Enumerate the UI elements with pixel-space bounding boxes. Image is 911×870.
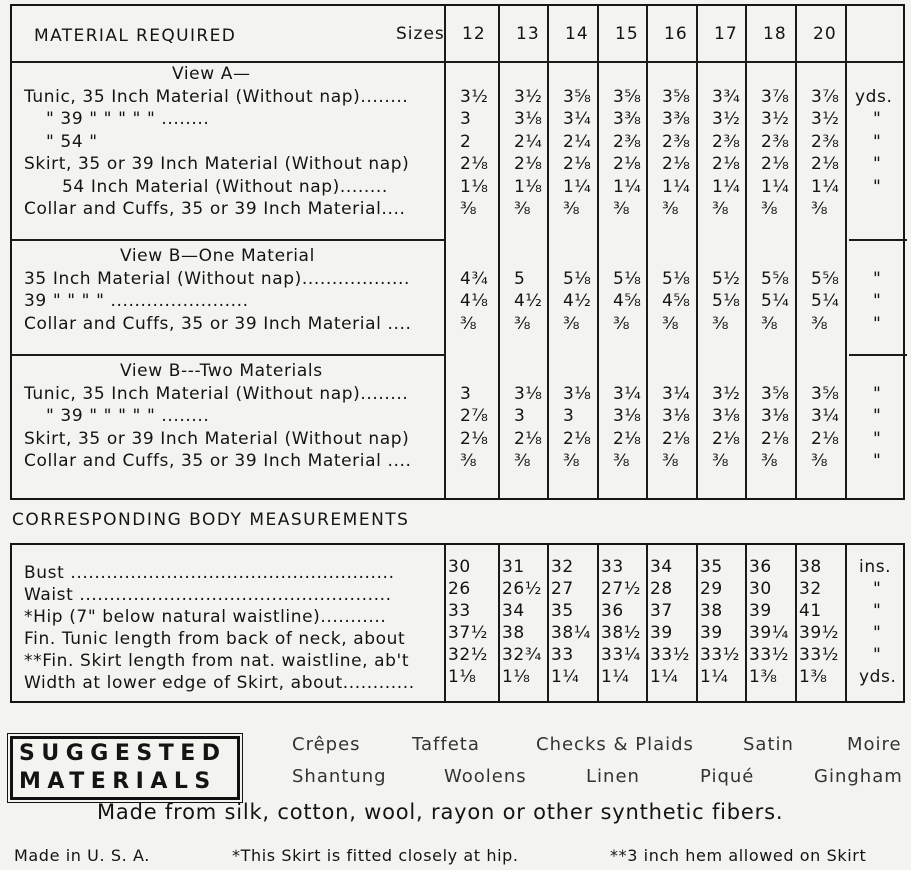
measurement-row-label: *Hip (7" below natural waistline)........... xyxy=(24,607,387,627)
yardage-value: 1¼ xyxy=(563,176,592,197)
yardage-value: 3 xyxy=(514,406,526,426)
unit-label: " xyxy=(873,109,882,129)
yardage-value: ⅜ xyxy=(662,451,680,471)
unit-label: ins. xyxy=(859,557,892,577)
yardage-value: 4½ xyxy=(563,291,592,311)
measurement-value: 1¼ xyxy=(650,667,679,687)
yardage-value: ⅜ xyxy=(761,199,779,219)
material-row-label: Collar and Cuffs, 35 or 39 Inch Material .... xyxy=(24,313,412,334)
measurement-value: 36 xyxy=(749,557,772,577)
yardage-value: ⅜ xyxy=(460,451,478,471)
yardage-value: 2⅛ xyxy=(811,428,840,449)
yardage-value: 2⅛ xyxy=(613,154,642,174)
material-row-label: Skirt, 35 or 39 Inch Material (Without nap) xyxy=(24,154,410,174)
materials-label: MATERIALS xyxy=(19,769,217,794)
measurement-value: 38½ xyxy=(601,623,641,643)
size-header: 15 xyxy=(615,24,639,44)
yardage-value: ⅜ xyxy=(712,199,730,219)
material-name: Checks & Plaids xyxy=(536,734,694,755)
column-divider xyxy=(696,545,698,701)
material-row-label: " 39 " " " " " ........ xyxy=(46,109,210,129)
row-divider xyxy=(849,354,907,356)
measurement-value: 39 xyxy=(700,623,723,643)
yardage-value: 3¼ xyxy=(811,406,840,426)
measurement-value: 34 xyxy=(650,557,673,577)
yardage-value: 2⅛ xyxy=(514,154,543,174)
measurement-row-label: Width at lower edge of Skirt, about............ xyxy=(24,673,415,693)
size-header: 18 xyxy=(763,24,787,44)
yardage-value: 5¼ xyxy=(811,291,840,311)
yardage-value: 3⅜ xyxy=(613,109,642,129)
measurement-value: 27½ xyxy=(601,579,641,599)
yardage-value: 2⅛ xyxy=(662,428,691,449)
material-row-label: 54 Inch Material (Without nap)........ xyxy=(62,176,388,197)
measurement-value: 27 xyxy=(551,579,574,599)
measurement-value: 38 xyxy=(502,623,525,643)
material-name: Crêpes xyxy=(292,734,361,755)
measurement-value: 37 xyxy=(650,601,673,621)
yardage-value: 1⅛ xyxy=(514,176,543,197)
yardage-value: 4⅛ xyxy=(460,291,489,311)
measurement-value: 26 xyxy=(448,579,471,599)
yardage-value: ⅜ xyxy=(514,199,532,219)
size-header: 17 xyxy=(714,24,738,44)
yardage-value: 2⅛ xyxy=(514,428,543,449)
column-divider xyxy=(795,545,797,701)
yardage-value: 3½ xyxy=(514,86,543,107)
material-name: Piqué xyxy=(700,766,755,787)
yardage-value: 3 xyxy=(563,406,575,426)
material-row-label: Collar and Cuffs, 35 or 39 Inch Material.... xyxy=(24,199,406,219)
material-name: Linen xyxy=(586,766,640,787)
yardage-value: 2⅜ xyxy=(761,131,790,152)
column-divider xyxy=(547,6,549,498)
yardage-value: 3⅛ xyxy=(712,406,741,426)
column-divider xyxy=(696,6,698,498)
yardage-value: 3⅝ xyxy=(761,383,790,404)
material-row-label: Collar and Cuffs, 35 or 39 Inch Material .... xyxy=(24,451,412,471)
measurement-value: 30 xyxy=(749,579,772,599)
yardage-value: 3⅝ xyxy=(662,86,691,107)
yardage-value: ⅜ xyxy=(662,199,680,219)
material-row-label: Tunic, 35 Inch Material (Without nap)........ xyxy=(24,86,409,107)
suggested-label: SUGGESTED xyxy=(19,741,227,766)
material-name: Taffeta xyxy=(412,734,480,755)
yardage-value: 3⅛ xyxy=(563,383,592,404)
yardage-value: 3⅝ xyxy=(613,86,642,107)
yardage-value: 3⅛ xyxy=(662,406,691,426)
yardage-value: 3⅛ xyxy=(761,406,790,426)
column-divider xyxy=(444,6,446,498)
column-divider xyxy=(444,545,446,701)
unit-label: " xyxy=(873,268,882,289)
yardage-value: ⅜ xyxy=(811,313,829,334)
yardage-value: 1¼ xyxy=(761,176,790,197)
size-header: 14 xyxy=(565,24,589,44)
body-measurements-table xyxy=(10,543,905,703)
yardage-value: 2⅛ xyxy=(460,154,489,174)
unit-label: " xyxy=(873,154,882,174)
column-divider xyxy=(597,545,599,701)
yardage-value: 3 xyxy=(460,383,472,404)
measurement-value: 39 xyxy=(650,623,673,643)
yardage-value: 2⅜ xyxy=(811,131,840,152)
yardage-value: ⅜ xyxy=(613,199,631,219)
unit-label: " xyxy=(873,645,882,665)
measurement-value: 32½ xyxy=(448,645,488,665)
measurement-value: 33 xyxy=(551,645,574,665)
section-heading: View B---Two Materials xyxy=(120,361,323,381)
column-divider xyxy=(498,6,500,498)
yardage-value: 2 xyxy=(460,131,472,152)
yardage-value: 5⅝ xyxy=(811,268,840,289)
column-divider xyxy=(795,6,797,498)
material-required-label: MATERIAL REQUIRED xyxy=(34,26,237,46)
yardage-value: 2⅜ xyxy=(613,131,642,152)
yardage-value: 3⅝ xyxy=(563,86,592,107)
size-header: 16 xyxy=(664,24,688,44)
yardage-value: 3⅛ xyxy=(514,383,543,404)
material-name: Gingham xyxy=(814,766,903,787)
unit-label: " xyxy=(873,291,882,311)
yardage-value: 2⅛ xyxy=(811,154,840,174)
unit-label: " xyxy=(873,176,882,197)
yardage-value: 1⅛ xyxy=(460,176,489,197)
measurement-value: 26½ xyxy=(502,579,542,599)
yardage-value: 3¼ xyxy=(662,383,691,404)
measurement-value: 30 xyxy=(448,557,471,577)
yardage-value: ⅜ xyxy=(761,313,779,334)
measurement-row-label: Waist .................................................... xyxy=(24,585,392,605)
yardage-value: 3¼ xyxy=(613,383,642,404)
measurement-value: 39½ xyxy=(799,623,839,643)
yardage-value: 3½ xyxy=(712,109,741,129)
measurement-row-label: Bust ...................................................... xyxy=(24,563,395,583)
measurement-value: 33½ xyxy=(799,645,839,665)
measurement-value: 38 xyxy=(700,601,723,621)
measurement-value: 1¼ xyxy=(700,667,729,687)
column-divider xyxy=(646,6,648,498)
measurement-row-label: **Fin. Skirt length from nat. waistline, ab't xyxy=(24,651,410,671)
yardage-value: 2⅛ xyxy=(563,154,592,174)
measurement-value: 29 xyxy=(700,579,723,599)
unit-label: yds. xyxy=(855,86,893,107)
material-row-label: 39 " " " " ....................... xyxy=(24,291,249,311)
made-from-note: Made from silk, cotton, wool, rayon or other synthetic fibers. xyxy=(97,800,784,824)
material-name: Woolens xyxy=(444,766,527,787)
body-measurements-title: CORRESPONDING BODY MEASUREMENTS xyxy=(12,510,410,530)
yardage-value: 5⅛ xyxy=(712,291,741,311)
material-name: Moire xyxy=(847,734,902,755)
measurement-value: 33¼ xyxy=(601,645,641,665)
yardage-value: ⅜ xyxy=(811,199,829,219)
measurement-value: 33½ xyxy=(650,645,690,665)
yardage-value: ⅜ xyxy=(761,451,779,471)
yardage-value: 1¼ xyxy=(811,176,840,197)
measurement-value: 1⅛ xyxy=(502,667,531,687)
measurement-value: 36 xyxy=(601,601,624,621)
measurement-value: 1⅜ xyxy=(799,667,828,687)
yardage-value: ⅜ xyxy=(460,313,478,334)
column-divider xyxy=(845,545,847,701)
yardage-value: 2⅛ xyxy=(712,154,741,174)
yardage-value: 2⅜ xyxy=(712,131,741,152)
measurement-value: 38 xyxy=(799,557,822,577)
yardage-value: 5¼ xyxy=(761,291,790,311)
suggested-materials-box xyxy=(10,736,240,800)
unit-label: " xyxy=(873,313,882,334)
yardage-value: ⅜ xyxy=(563,313,581,334)
yardage-value: ⅜ xyxy=(563,451,581,471)
yardage-value: 5⅛ xyxy=(662,268,691,289)
yardage-value: 3½ xyxy=(712,383,741,404)
column-divider xyxy=(845,6,847,498)
yardage-value: 5⅛ xyxy=(563,268,592,289)
measurement-value: 1¼ xyxy=(551,667,580,687)
measurement-value: 33½ xyxy=(700,645,740,665)
yardage-value: 5½ xyxy=(712,268,741,289)
yardage-value: 2⅛ xyxy=(712,428,741,449)
measurement-value: 32¾ xyxy=(502,645,542,665)
yardage-value: 2⅜ xyxy=(662,131,691,152)
yardage-value: ⅜ xyxy=(712,313,730,334)
yardage-value: ⅜ xyxy=(514,451,532,471)
material-row-label: Tunic, 35 Inch Material (Without nap)........ xyxy=(24,383,409,404)
yardage-value: 2¼ xyxy=(514,131,543,152)
measurement-value: 41 xyxy=(799,601,822,621)
measurement-value: 37½ xyxy=(448,623,488,643)
yardage-value: 4½ xyxy=(514,291,543,311)
yardage-value: 3½ xyxy=(761,109,790,129)
yardage-value: 2⅛ xyxy=(613,428,642,449)
material-row-label: Skirt, 35 or 39 Inch Material (Without nap) xyxy=(24,428,410,449)
unit-label: " xyxy=(873,601,882,621)
row-divider xyxy=(12,354,446,356)
yardage-value: 2⅛ xyxy=(563,428,592,449)
unit-label: " xyxy=(873,406,882,426)
measurement-value: 34 xyxy=(502,601,525,621)
measurement-value: 35 xyxy=(551,601,574,621)
unit-label: " xyxy=(873,131,882,152)
row-divider xyxy=(12,61,903,63)
yardage-value: 3¾ xyxy=(712,86,741,107)
hem-footnote: **3 inch hem allowed on Skirt xyxy=(610,846,867,865)
yardage-value: 3⅜ xyxy=(662,109,691,129)
yardage-value: 3½ xyxy=(811,109,840,129)
size-header: 12 xyxy=(462,24,486,44)
yardage-value: 5⅝ xyxy=(761,268,790,289)
unit-label: yds. xyxy=(859,667,897,687)
measurement-value: 39 xyxy=(749,601,772,621)
yardage-value: ⅜ xyxy=(613,313,631,334)
material-name: Satin xyxy=(743,734,794,755)
measurement-value: 32 xyxy=(799,579,822,599)
measurement-value: 35 xyxy=(700,557,723,577)
yardage-value: 1¼ xyxy=(662,176,691,197)
column-divider xyxy=(646,545,648,701)
measurement-value: 39¼ xyxy=(749,623,789,643)
yardage-value: 2⅞ xyxy=(460,406,489,426)
yardage-value: ⅜ xyxy=(613,451,631,471)
yardage-value: 2¼ xyxy=(563,131,592,152)
column-divider xyxy=(498,545,500,701)
material-required-table xyxy=(10,4,905,500)
yardage-value: 3 xyxy=(460,109,472,129)
yardage-value: 2⅛ xyxy=(662,154,691,174)
measurement-value: 31 xyxy=(502,557,525,577)
column-divider xyxy=(597,6,599,498)
yardage-value: 5 xyxy=(514,268,526,289)
yardage-value: 2⅛ xyxy=(460,428,489,449)
yardage-value: 1¼ xyxy=(613,176,642,197)
yardage-value: ⅜ xyxy=(662,313,680,334)
unit-label: " xyxy=(873,623,882,643)
yardage-value: 4¾ xyxy=(460,268,489,289)
unit-label: " xyxy=(873,428,882,449)
unit-label: " xyxy=(873,579,882,599)
yardage-value: ⅜ xyxy=(460,199,478,219)
yardage-value: 1¼ xyxy=(712,176,741,197)
measurement-value: 32 xyxy=(551,557,574,577)
yardage-value: 3⅛ xyxy=(514,109,543,129)
material-row-label: 35 Inch Material (Without nap).................. xyxy=(24,268,410,289)
section-heading: View B—One Material xyxy=(120,246,315,266)
yardage-value: ⅜ xyxy=(712,451,730,471)
yardage-value: 3½ xyxy=(460,86,489,107)
yardage-value: 3⅝ xyxy=(811,383,840,404)
sizes-label: Sizes xyxy=(396,24,445,44)
yardage-value: 3⅞ xyxy=(811,86,840,107)
column-divider xyxy=(745,545,747,701)
material-row-label: " 54 " xyxy=(46,131,98,152)
measurement-value: 33 xyxy=(601,557,624,577)
size-header: 20 xyxy=(813,24,837,44)
yardage-value: 3⅞ xyxy=(761,86,790,107)
yardage-value: ⅜ xyxy=(514,313,532,334)
yardage-value: ⅜ xyxy=(563,199,581,219)
measurement-value: 28 xyxy=(650,579,673,599)
measurement-value: 1⅛ xyxy=(448,667,477,687)
hip-footnote: *This Skirt is fitted closely at hip. xyxy=(232,846,519,865)
yardage-value: 4⅝ xyxy=(662,291,691,311)
yardage-value: 2⅛ xyxy=(761,428,790,449)
measurement-value: 33½ xyxy=(749,645,789,665)
measurement-value: 1¼ xyxy=(601,667,630,687)
measurement-value: 38¼ xyxy=(551,623,591,643)
yardage-value: 5⅛ xyxy=(613,268,642,289)
column-divider xyxy=(547,545,549,701)
column-divider xyxy=(745,6,747,498)
yardage-value: 2⅛ xyxy=(761,154,790,174)
size-header: 13 xyxy=(516,24,540,44)
yardage-value: 4⅝ xyxy=(613,291,642,311)
section-heading: View A— xyxy=(172,64,251,84)
unit-label: " xyxy=(873,383,882,404)
row-divider xyxy=(849,239,907,241)
yardage-value: ⅜ xyxy=(811,451,829,471)
yardage-value: 3¼ xyxy=(563,109,592,129)
row-divider xyxy=(12,239,446,241)
unit-label: " xyxy=(873,451,882,471)
measurement-row-label: Fin. Tunic length from back of neck, about xyxy=(24,629,406,649)
material-row-label: " 39 " " " " " ........ xyxy=(46,406,210,426)
measurement-value: 1⅜ xyxy=(749,667,778,687)
measurement-value: 33 xyxy=(448,601,471,621)
material-name: Shantung xyxy=(292,766,387,787)
made-in-usa: Made in U. S. A. xyxy=(14,846,150,865)
yardage-value: 3⅛ xyxy=(613,406,642,426)
